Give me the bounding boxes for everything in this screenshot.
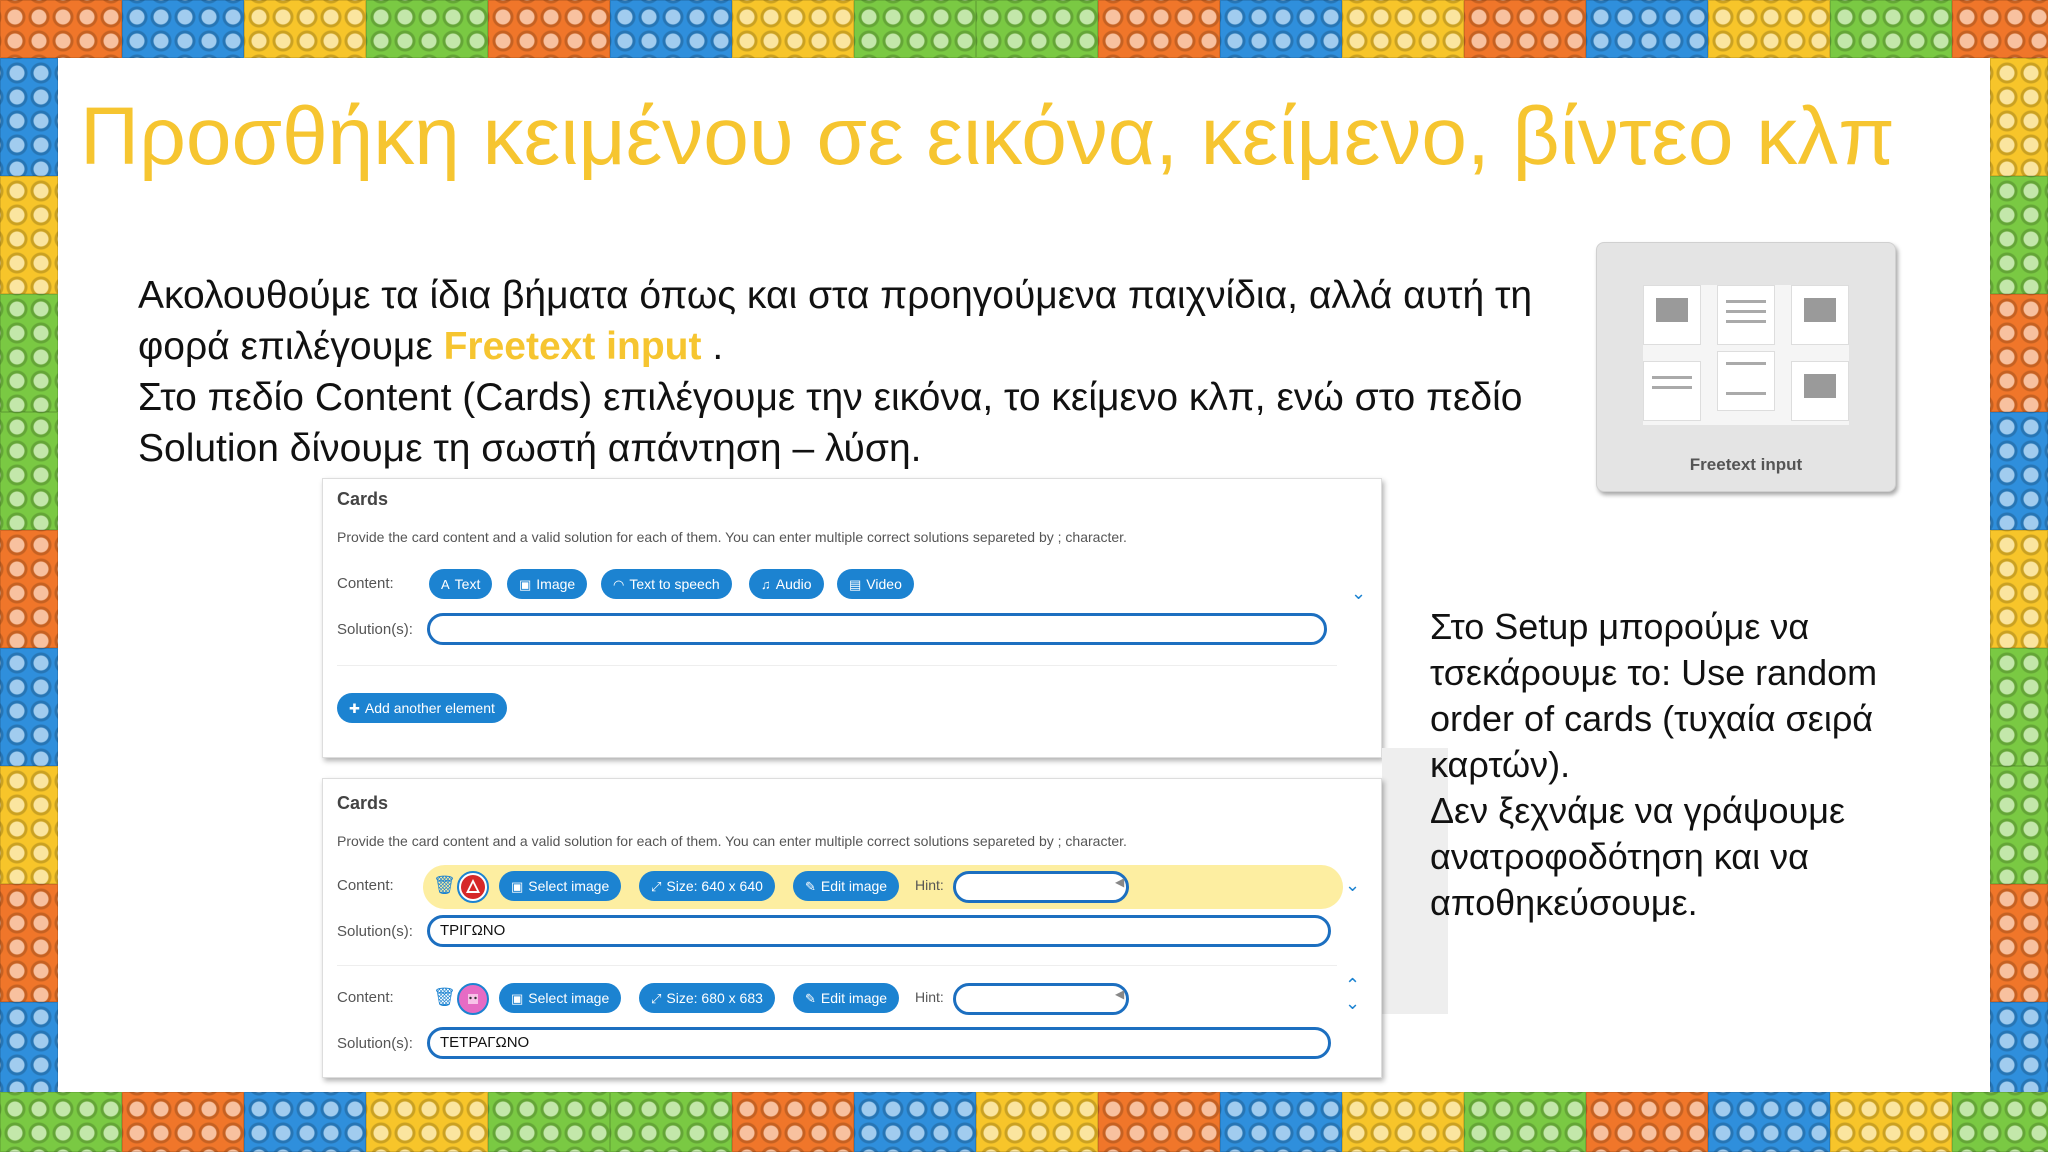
lego-brick [1586,0,1708,58]
panel-heading: Cards [337,793,389,813]
lego-brick [0,766,58,884]
paragraph-1-text: Ακολουθούμε τα ίδια βήματα όπως και στα προηγούμενα παιχνίδια, αλλά αυτή τη φορά επιλέγουμε [138,274,1533,368]
lego-brick [732,1092,854,1152]
lego-brick [366,0,488,58]
content-label: Content: [337,989,394,1006]
edit-icon: ✎ [805,879,816,894]
lego-brick [0,176,58,294]
lego-brick [1952,0,2048,58]
lego-brick [1952,1092,2048,1152]
lego-brick [1342,1092,1464,1152]
add-button-label: Add another element [364,700,495,716]
lego-brick [610,0,732,58]
lego-brick [1990,648,2048,766]
lego-brick [0,1092,122,1152]
panel-description: Provide the card content and a valid solution for each of them. You can enter multiple correct solutions separeted by ; character. [337,833,1127,849]
lego-brick [1464,0,1586,58]
lego-brick [0,58,58,176]
lego-brick [1220,0,1342,58]
lego-brick [1220,1092,1342,1152]
text-icon: A [441,577,450,592]
music-note-icon: ♫ [761,577,771,592]
speaker-icon[interactable]: ◀ [1115,987,1125,1001]
speaker-icon[interactable]: ◀ [1115,875,1125,889]
lego-brick [1990,58,2048,176]
video-button-label: Video [866,576,902,592]
lego-brick [0,294,58,412]
lego-brick [488,0,610,58]
lego-brick [1342,0,1464,58]
thumbnail-label: Freetext input [1689,455,1803,474]
edit-image-label: Edit image [820,878,888,894]
lego-brick [0,884,58,1002]
lego-brick [610,1092,732,1152]
panel-description: Provide the card content and a valid solution for each of them. You can enter multiple correct solutions separeted by ; character. [337,529,1127,545]
image-button-label: Image [536,576,576,592]
lego-brick [488,1092,610,1152]
lego-brick [244,0,366,58]
square-thumbnail-icon [459,985,487,1013]
side-instruction-2: Δεν ξεχνάμε να γράψουμε ανατροφοδότηση και να αποθηκεύσουμε. [1430,790,1846,923]
freetext-input-thumbnail[interactable] [1596,242,1896,492]
lego-brick [1098,0,1220,58]
solution-input[interactable]: ΤΡΙΓΩΝΟ [427,915,1331,947]
select-image-label: Select image [528,878,610,894]
lego-brick [854,1092,976,1152]
lego-brick [122,0,244,58]
side-instruction-1: Στο Setup μπορούμε να τσεκάρουμε το: Use random order of cards (τυχαία σειρά καρτών). [1430,606,1878,785]
lego-brick [1990,412,2048,530]
chevron-down-icon[interactable]: ⌄ [1351,583,1367,603]
lego-brick [1990,1002,2048,1092]
paragraph-1 [138,270,1538,372]
card-image-triangle[interactable] [457,871,489,903]
select-image-label: Select image [528,990,610,1006]
slide-body-text [138,270,1538,474]
hint-label: Hint: [915,989,944,1005]
lego-brick [976,0,1098,58]
lego-brick [1830,0,1952,58]
lego-brick [1586,1092,1708,1152]
edit-image-button[interactable] [793,871,899,901]
resize-icon: ⤢ [651,879,662,894]
select-image-button[interactable] [499,983,621,1013]
size-button[interactable] [639,983,775,1013]
audio-button[interactable] [749,569,824,599]
solution-input[interactable]: ΤΕΤΡΑΓΩΝΟ [427,1027,1331,1059]
add-another-element-button[interactable] [337,693,507,723]
solution-label: Solution(s): [337,621,413,638]
edit-image-button[interactable] [793,983,899,1013]
text-button-label: Text [454,576,481,592]
lego-brick [1990,766,2048,884]
thumbnail-cards-grid [1643,285,1849,425]
lego-brick [122,1092,244,1152]
lego-brick [244,1092,366,1152]
lego-brick [366,1092,488,1152]
chevron-up-icon[interactable]: ⌃ [1345,975,1361,995]
plus-icon: ✚ [349,701,360,716]
lego-brick [0,530,58,648]
image-button[interactable] [507,569,587,599]
hint-input[interactable] [953,983,1129,1015]
lego-border-bottom [0,1092,2048,1152]
lego-brick [1990,294,2048,412]
lego-brick [1990,884,2048,1002]
film-icon: ▤ [849,577,862,592]
resize-icon: ⤢ [651,991,662,1006]
thumbnail-card-text [1717,285,1775,345]
lego-brick [1990,176,2048,294]
edit-image-label: Edit image [820,990,888,1006]
trash-icon[interactable]: 🗑 [433,875,456,895]
edit-icon: ✎ [805,991,816,1006]
thumbnail-card-text [1717,351,1775,411]
freetext-highlight: Freetext input [443,325,702,368]
side-instructions [1430,604,1950,926]
card-image-square[interactable] [457,983,489,1015]
text-button[interactable] [429,569,492,599]
tts-button-label: Text to speech [629,576,720,592]
lego-brick [1708,0,1830,58]
text-to-speech-button[interactable] [601,569,732,599]
lego-border-right [1990,58,2048,1092]
paragraph-1-end: . [701,325,724,368]
lego-brick [1830,1092,1952,1152]
image-icon: ▣ [511,991,524,1006]
lego-brick [1990,530,2048,648]
size-button[interactable] [639,871,775,901]
image-icon: ▣ [519,577,532,592]
lego-brick [0,1002,58,1092]
thumbnail-card-image [1643,285,1701,345]
paragraph-2: Στο πεδίο Content (Cards) επιλέγουμε την εικόνα, το κείμενο κλπ, ενώ στο πεδίο Solution δίνουμε τη σωστή απάντηση – λύση. [138,376,1523,470]
headphones-icon: ◠ [613,577,625,592]
thumbnail-card-image [1791,361,1849,421]
lego-brick [0,648,58,766]
solution-input[interactable] [427,613,1327,645]
lego-border-top [0,0,2048,58]
lego-brick [732,0,854,58]
audio-button-label: Audio [775,576,812,592]
content-label: Content: [337,575,394,592]
slide-title: Προσθήκη κειμένου σε εικόνα, κείμενο, βίντεο κλπ [80,91,1895,182]
lego-brick [0,412,58,530]
chevron-down-icon[interactable]: ⌄ [1345,875,1361,895]
hint-input[interactable] [953,871,1129,903]
image-icon: ▣ [511,879,524,894]
divider [337,965,1337,966]
hint-label: Hint: [915,877,944,893]
lego-brick [1464,1092,1586,1152]
size-label: Size: 680 x 683 [666,990,763,1006]
content-label: Content: [337,877,394,894]
chevron-down-icon[interactable]: ⌄ [1345,993,1361,1013]
lego-border-left [0,58,58,1092]
cards-editor-filled [322,778,1382,1078]
cards-editor-empty [322,478,1382,758]
lego-brick [1708,1092,1830,1152]
panel-heading: Cards [337,489,389,509]
select-image-button[interactable] [499,871,621,901]
solution-label: Solution(s): [337,1035,413,1052]
thumbnail-card-image [1791,285,1849,345]
lego-brick [854,0,976,58]
thumbnail-card-text [1643,361,1701,421]
trash-icon[interactable]: 🗑 [433,987,456,1007]
triangle-thumbnail-icon [459,873,487,901]
lego-brick [1098,1092,1220,1152]
size-label: Size: 640 x 640 [666,878,763,894]
video-button[interactable] [837,569,914,599]
lego-brick [976,1092,1098,1152]
lego-brick [0,0,122,58]
solution-label: Solution(s): [337,923,413,940]
divider [337,665,1337,666]
